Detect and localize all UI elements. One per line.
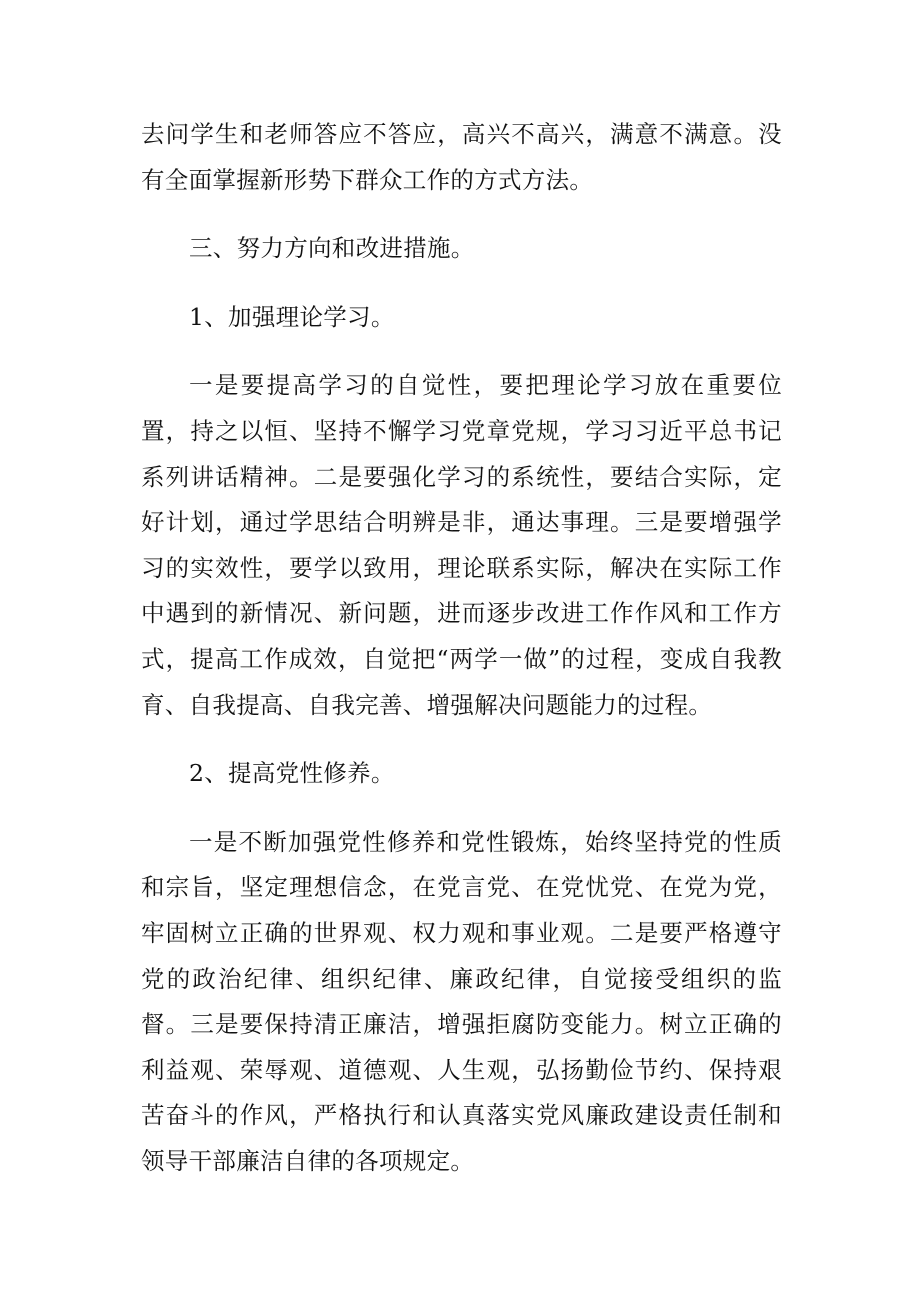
subheading-1: 1、加强理论学习。 [189, 302, 395, 331]
paragraph-party-spirit: 一是不断加强党性修养和党性锻炼，始终坚持党的性质和宗旨，坚定理想信念，在党言党、在党忧党、在党为党，牢固树立正确的世界观、权力观和事业观。二是要严格遵守党的政治纪律、组织纪律、廉政纪律，自觉接受组织的监督。三是要保持清正廉洁，增强拒腐防变能力。树立正确的利益观、荣辱观、道德观、人生观，弘扬勤俭节约、保持艰苦奋斗的作风，严格执行和认真落实党风廉政建设责任制和领导干部廉洁自律的各项规定。 [141, 827, 782, 1175]
section-heading-3: 三、努力方向和改进措施。 [189, 234, 475, 263]
paragraph-theory-study: 一是要提高学习的自觉性，要把理论学习放在重要位置，持之以恒、坚持不懈学习党章党规，学习习近平总书记系列讲话精神。二是要强化学习的系统性，要结合实际，定好计划，通过学思结合明辨是非，通达事理。三是要增强学习的实效性，要学以致用，理论联系实际，解决在实际工作中遇到的新情况、新问题，进而逐步改进工作作风和工作方式，提高工作成效，自觉把“两学一做”的过程，变成自我教育、自我提高、自我完善、增强解决问题能力的过程。 [141, 371, 782, 719]
subheading-2: 2、提高党性修养。 [189, 759, 395, 788]
paragraph-continuation: 去问学生和老师答应不答应，高兴不高兴，满意不满意。没有全面掌握新形势下群众工作的方式方法。 [141, 120, 782, 194]
